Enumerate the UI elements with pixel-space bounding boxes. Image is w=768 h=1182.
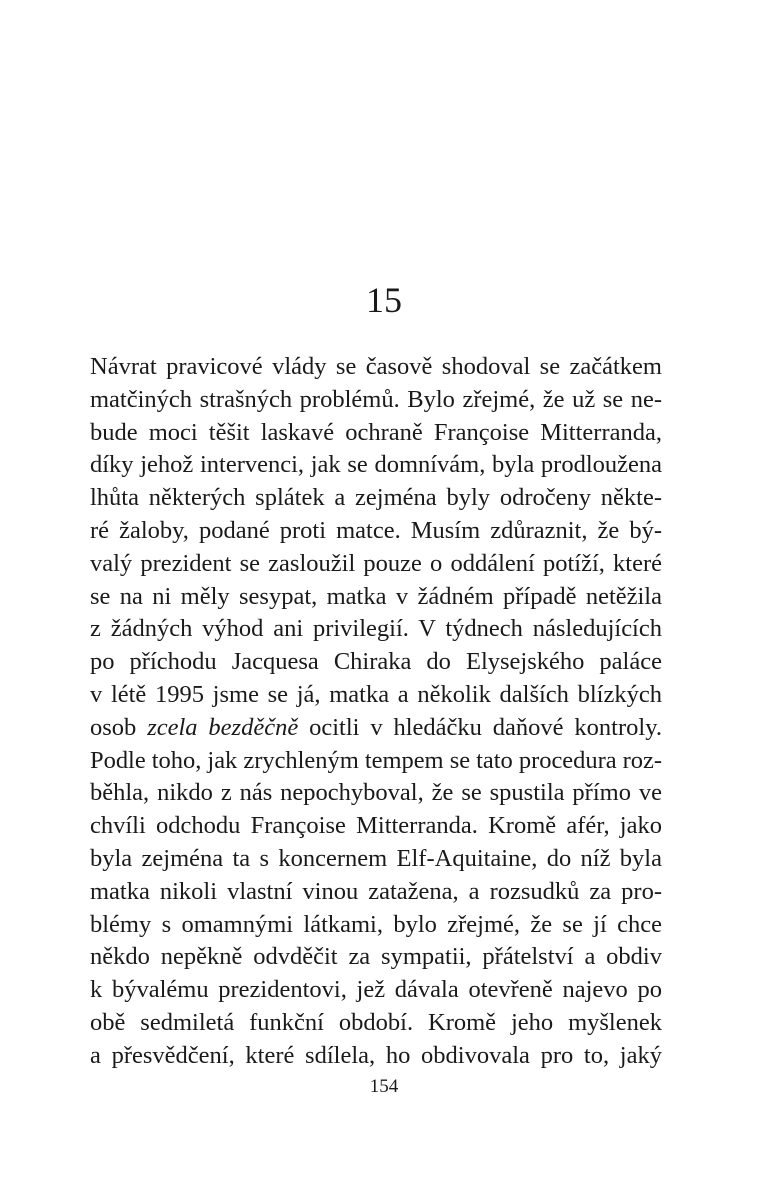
emphasized-text: zcela bezděčně bbox=[147, 713, 299, 741]
text-line: po příchodu Jacquesa Chiraka do Elysejského paláce bbox=[90, 648, 662, 676]
chapter-number: 15 bbox=[366, 280, 402, 320]
text-line: obě sedmiletá funkční období. Kromě jeho myšlenek bbox=[90, 1008, 662, 1036]
page-number: 154 bbox=[369, 1076, 399, 1097]
text-line: Podle toho, jak zrychleným tempem se tato procedura roz- bbox=[90, 746, 662, 774]
body-text bbox=[90, 351, 662, 1073]
text-line: blémy s omamnými látkami, bylo zřejmé, že se jí chce bbox=[90, 910, 662, 938]
text-line: k bývalému prezidentovi, jež dávala otevřeně najevo po bbox=[90, 976, 662, 1004]
text-line: díky jehož intervenci, jak se domnívám, byla prodloužena bbox=[90, 451, 662, 479]
text-line: z žádných výhod ani privilegií. V týdnech následujících bbox=[90, 615, 662, 643]
text-line: v létě 1995 jsme se já, matka a několik dalších blízkých bbox=[90, 680, 662, 708]
text-line: běhla, nikdo z nás nepochyboval, že se spustila přímo ve bbox=[90, 779, 662, 807]
text-line: matka nikoli vlastní vinou zatažena, a rozsudků za pro- bbox=[90, 877, 662, 905]
text-line: ré žaloby, podané proti matce. Musím zdůraznit, že bý- bbox=[90, 516, 662, 544]
text-line: bude moci těšit laskavé ochraně Françoise Mitterranda, bbox=[90, 418, 662, 446]
text-line: matčiných strašných problémů. Bylo zřejmé, že už se ne- bbox=[90, 385, 662, 413]
text-line: někdo nepěkně odvděčit za sympatii, přátelství a obdiv bbox=[90, 943, 662, 971]
text-segment: ocitli v hledáčku daňové kontroly. bbox=[309, 713, 662, 741]
text-line: byla zejména ta s koncernem Elf-Aquitaine, do níž byla bbox=[90, 844, 662, 872]
text-line: Návrat pravicové vlády se časově shodoval se začátkem bbox=[90, 353, 662, 380]
text-line: chvíli odchodu Françoise Mitterranda. Kromě afér, jako bbox=[90, 812, 662, 840]
text-line: lhůta některých splátek a zejména byly odročeny někte- bbox=[90, 484, 662, 512]
text-segment: osob bbox=[90, 713, 137, 741]
text-line: se na ni měly sesypat, matka v žádném případě netěžila bbox=[90, 582, 662, 610]
text-line: valý prezident se zasloužil pouze o oddálení potíží, které bbox=[90, 549, 662, 577]
text-line-with-emphasis bbox=[90, 712, 662, 745]
text-line: a přesvědčení, které sdílela, ho obdivovala pro to, jaký bbox=[90, 1041, 662, 1069]
